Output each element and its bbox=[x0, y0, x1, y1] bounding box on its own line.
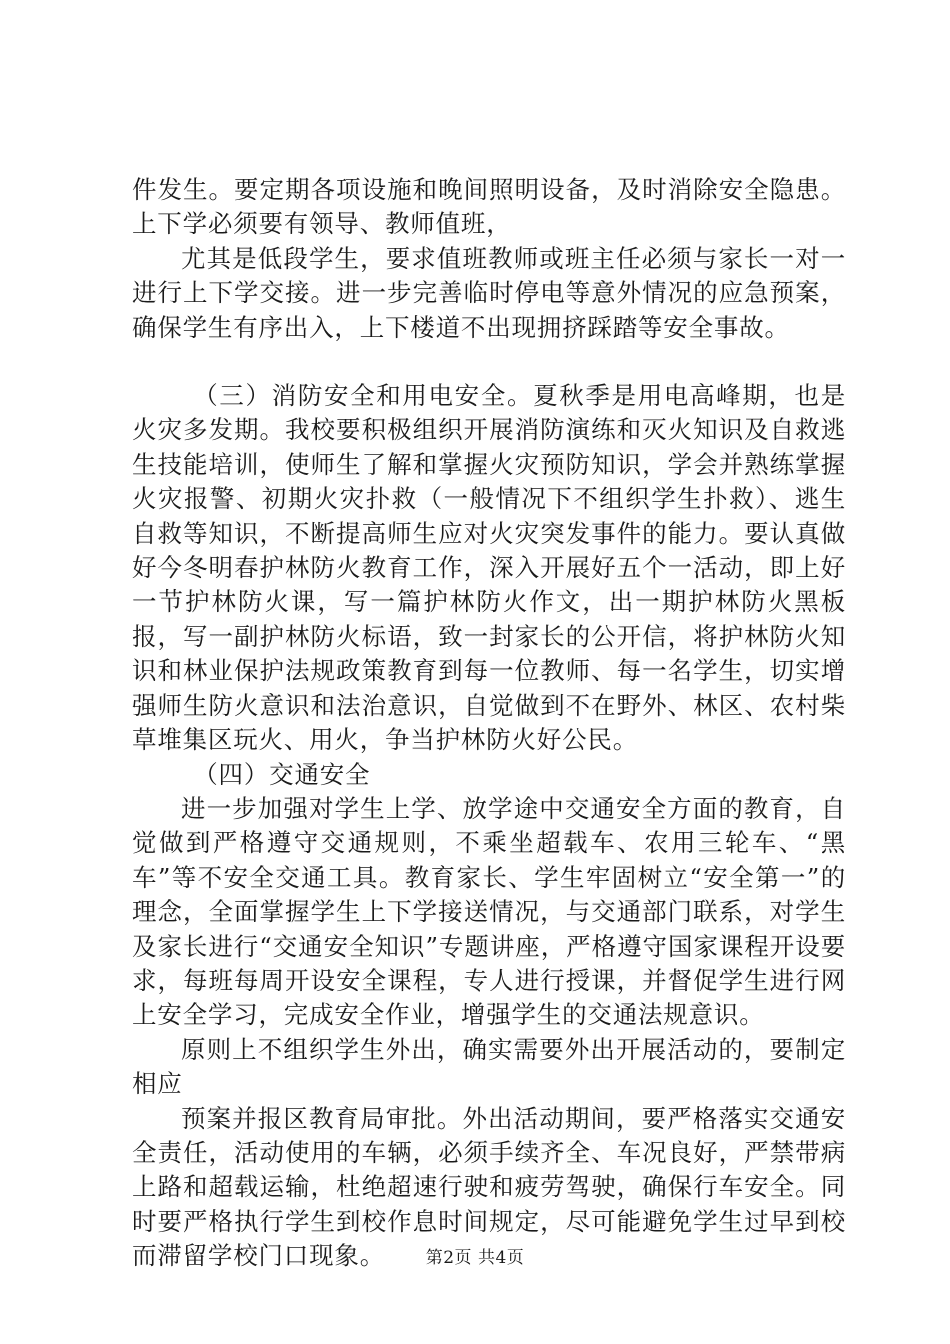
paragraph-continuation: 件发生。要定期各项设施和晚间照明设备，及时消除安全隐患。上下学必须要有领导、教师值班， bbox=[132, 175, 846, 239]
paragraph-outing-rule: 原则上不组织学生外出，确实需要外出开展活动的，要制定相应 bbox=[132, 1034, 846, 1099]
section-heading-traffic-safety: （四）交通安全 bbox=[193, 759, 371, 789]
paragraph-student-handover: 尤其是低段学生，要求值班教师或班主任必须与家长一对一进行上下学交接。进一步完善临时停电等意外情况的应急预案，确保学生有序出入，上下楼道不出现拥挤踩踏等安全事故。 bbox=[132, 243, 846, 342]
paragraph-outing-plan: 预案并报区教育局审批。外出活动期间，要严格落实交通安全责任，活动使用的车辆，必须手续齐全、车况良好，严禁带病上路和超载运输，杜绝超速行驶和疲劳驾驶，确保行车安全。同时要严格执行学生到校作息时间规定，尽可能避免学生过早到校而滞留学校门口现象。 bbox=[132, 1103, 846, 1271]
paragraph-gap bbox=[132, 345, 846, 379]
paragraph-fire-safety: （三）消防安全和用电安全。夏秋季是用电高峰期，也是火灾多发期。我校要积极组织开展消防演练和灭火知识及自救逃生技能培训，使师生了解和掌握火灾预防知识，学会并熟练掌握火灾报警、初期火灾扑救（一般情况下不组织学生扑救）、逃生自救等知识，不断提高师生应对火灾突发事件的能力。要认真做好今冬明春护林防火教育工作，深入开展好五个一活动，即上好一节护林防火课，写一篇护林防火作文，出一期护林防火黑板报，写一副护林防火标语，致一封家长的公开信，将护林防火知识和林业保护法规政策教育到每一位教师、每一名学生，切实增强师生防火意识和法治意识，自觉做到不在野外、林区、农村柴草堆集区玩火、用火，争当护林防火好公民。 bbox=[132, 381, 846, 755]
document-body bbox=[132, 173, 846, 1274]
page-number-footer: 第2页 共4页 bbox=[425, 1248, 525, 1268]
paragraph-traffic-education: 进一步加强对学生上学、放学途中交通安全方面的教育，自觉做到严格遵守交通规则，不乘坐超载车、农用三轮车、“黑车”等不安全交通工具。教育家长、学生牢固树立“安全第一”的理念，全面掌握学生上下学接送情况，与交通部门联系，对学生及家长进行“交通安全知识”专题讲座，严格遵守国家课程开设要求，每班每周开设安全课程，专人进行授课，并督促学生进行网上安全学习，完成安全作业，增强学生的交通法规意识。 bbox=[132, 793, 846, 1030]
